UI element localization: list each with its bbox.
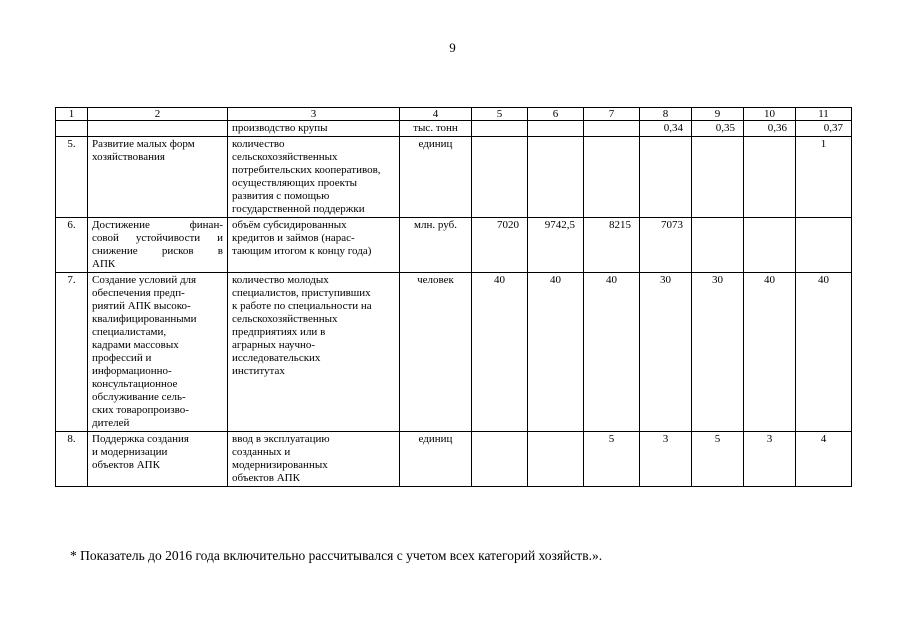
- measure-name-line: и модернизации: [92, 446, 168, 458]
- value-cell: 0,35: [692, 121, 744, 137]
- indicator-line: государственной поддержки: [232, 203, 365, 215]
- measure-name-line: информационно-: [92, 365, 172, 377]
- value-cell: 40: [472, 273, 528, 432]
- value-cell: [796, 218, 852, 273]
- indicator-line: количество молодых: [232, 274, 329, 286]
- value-cell: 8215: [584, 218, 640, 273]
- indicator-line: объектов АПК: [232, 472, 300, 484]
- value-cell: [472, 137, 528, 218]
- value-cell: [584, 137, 640, 218]
- measure-name-line: консультационное: [92, 378, 178, 390]
- unit-cell: тыс. тонн: [400, 121, 472, 137]
- indicator-line: предприятиях или в: [232, 326, 326, 338]
- measure-name-line: снижение рисков в: [92, 245, 223, 257]
- measure-name-line: ских товаропроизво-: [92, 404, 189, 416]
- table-row: [56, 137, 852, 218]
- header-cell: 10: [744, 108, 796, 121]
- header-cell: 4: [400, 108, 472, 121]
- value-cell: 30: [640, 273, 692, 432]
- value-cell: 4: [796, 432, 852, 487]
- value-cell: [744, 137, 796, 218]
- measure-name-cell: [88, 218, 228, 273]
- indicator-line: институтах: [232, 365, 285, 377]
- value-cell: 5: [584, 432, 640, 487]
- value-cell: [528, 121, 584, 137]
- value-cell: [640, 137, 692, 218]
- indicator-cell: [228, 432, 400, 487]
- measure-name-line: объектов АПК: [92, 459, 160, 471]
- indicator-line: потребительских кооперативов,: [232, 164, 381, 176]
- header-cell: 2: [88, 108, 228, 121]
- header-cell: 5: [472, 108, 528, 121]
- indicator-line: к работе по специальности на: [232, 300, 372, 312]
- measure-name-line: обеспечения предп-: [92, 287, 185, 299]
- value-cell: 40: [796, 273, 852, 432]
- value-cell: [744, 218, 796, 273]
- measure-name-line: риятий АПК высоко-: [92, 300, 191, 312]
- indicator-line: развития с помощью: [232, 190, 330, 202]
- value-cell: 3: [744, 432, 796, 487]
- value-cell: 40: [528, 273, 584, 432]
- header-cell: 8: [640, 108, 692, 121]
- indicator-line: исследовательских: [232, 352, 321, 364]
- value-cell: 7073: [640, 218, 692, 273]
- measure-name-line: Развитие малых форм: [92, 138, 195, 150]
- indicator-line: осуществляющих проекты: [232, 177, 358, 189]
- footnote: * Показатель до 2016 года включительно рассчитывался с учетом всех категорий хозяйств.».: [70, 548, 603, 563]
- header-cell: 9: [692, 108, 744, 121]
- indicator-cell: [228, 273, 400, 432]
- measure-name-cell: [88, 432, 228, 487]
- indicator-line: специалистов, приступивших: [232, 287, 371, 299]
- value-cell: [472, 121, 528, 137]
- indicator-cell: [228, 121, 400, 137]
- header-cell: 3: [228, 108, 400, 121]
- value-cell: 9742,5: [528, 218, 584, 273]
- indicator-line: сельскохозяйственных: [232, 151, 338, 163]
- unit-cell: человек: [400, 273, 472, 432]
- measure-name-line: АПК: [92, 258, 116, 270]
- header-cell: 1: [56, 108, 88, 121]
- value-cell: [528, 137, 584, 218]
- measure-name-line: обслуживание сель-: [92, 391, 186, 403]
- row-number-cell: 8.: [56, 432, 88, 487]
- value-cell: 0,36: [744, 121, 796, 137]
- value-cell: 40: [744, 273, 796, 432]
- indicator-cell: [228, 218, 400, 273]
- value-cell: [692, 137, 744, 218]
- measure-name-line: совой устойчивости и: [92, 232, 223, 244]
- indicator-cell: [228, 137, 400, 218]
- value-cell: 0,37: [796, 121, 852, 137]
- row-number-cell: 6.: [56, 218, 88, 273]
- table-row: [56, 218, 852, 273]
- header-cell: 7: [584, 108, 640, 121]
- table-row: [56, 273, 852, 432]
- value-cell: 5: [692, 432, 744, 487]
- value-cell: 7020: [472, 218, 528, 273]
- measure-name-line: специалистами,: [92, 326, 167, 338]
- header-cell: 6: [528, 108, 584, 121]
- indicator-line: тающим итогом к концу года): [232, 245, 372, 257]
- measure-name-line: дителей: [92, 417, 130, 429]
- measure-name-cell: [88, 121, 228, 137]
- header-cell: 11: [796, 108, 852, 121]
- table-row: [56, 432, 852, 487]
- value-cell: [692, 218, 744, 273]
- value-cell: [472, 432, 528, 487]
- indicator-line: сельскохозяйственных: [232, 313, 338, 325]
- indicator-line: кредитов и займов (нарас-: [232, 232, 355, 244]
- measure-name-line: профессий и: [92, 352, 152, 364]
- measure-name-cell: [88, 273, 228, 432]
- indicator-line: модернизированных: [232, 459, 328, 471]
- value-cell: [584, 121, 640, 137]
- indicator-line: количество: [232, 138, 285, 150]
- page-number: 9: [449, 40, 456, 55]
- value-cell: [528, 432, 584, 487]
- row-number-cell: 5.: [56, 137, 88, 218]
- indicator-line: производство крупы: [232, 122, 328, 134]
- value-cell: 30: [692, 273, 744, 432]
- indicator-line: созданных и: [232, 446, 291, 458]
- value-cell: 0,34: [640, 121, 692, 137]
- measure-name-line: хозяйствования: [92, 151, 165, 163]
- row-number-cell: 7.: [56, 273, 88, 432]
- measure-name-line: кадрами массовых: [92, 339, 179, 351]
- table-row: [56, 121, 852, 137]
- measure-name-line: квалифицированными: [92, 313, 197, 325]
- indicator-line: ввод в эксплуатацию: [232, 433, 330, 445]
- indicator-line: объём субсидированных: [232, 219, 347, 231]
- measure-name-line: Достижение финан-: [92, 219, 223, 231]
- unit-cell: млн. руб.: [400, 218, 472, 273]
- row-number-cell: [56, 121, 88, 137]
- unit-cell: единиц: [400, 137, 472, 218]
- indicators-table: [55, 107, 852, 487]
- measure-name-cell: [88, 137, 228, 218]
- value-cell: 1: [796, 137, 852, 218]
- unit-cell: единиц: [400, 432, 472, 487]
- value-cell: 3: [640, 432, 692, 487]
- indicator-line: аграрных научно-: [232, 339, 316, 351]
- header-row: [56, 108, 852, 121]
- value-cell: 40: [584, 273, 640, 432]
- measure-name-line: Создание условий для: [92, 274, 197, 286]
- measure-name-line: Поддержка создания: [92, 433, 189, 445]
